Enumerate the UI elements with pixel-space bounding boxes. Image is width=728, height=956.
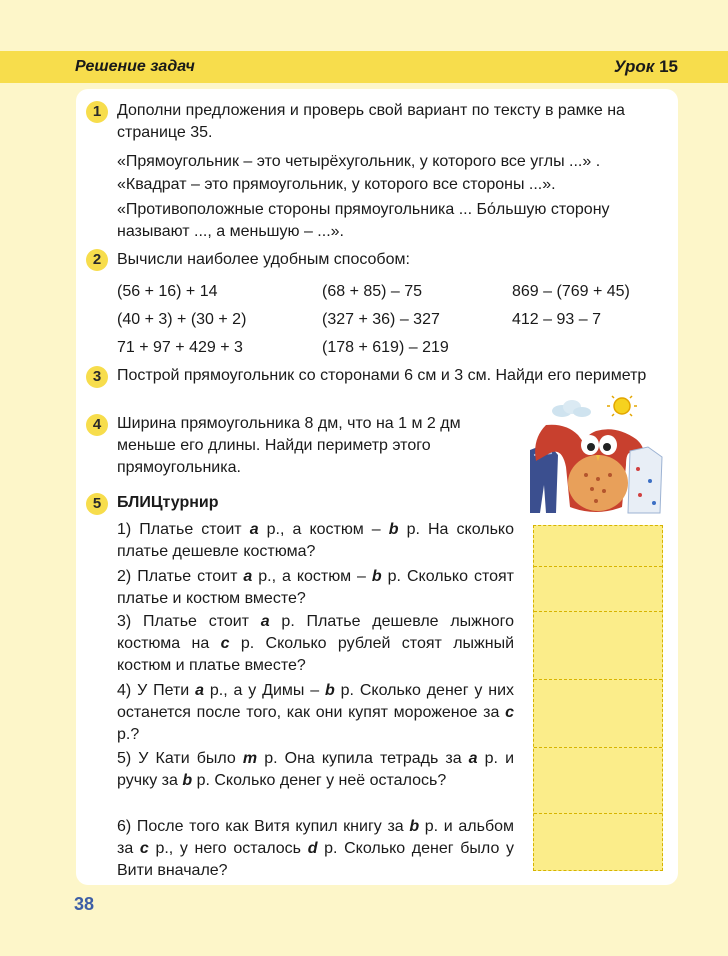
q-text: 5) У Кати было	[117, 750, 243, 767]
expression: 412 – 93 – 7	[512, 311, 601, 328]
expression: 71 + 97 + 429 + 3	[117, 339, 243, 356]
q-text: р. Сколько рублей стоят лыжный костюм и платье вместе?	[117, 635, 515, 674]
expression: (68 + 85) – 75	[322, 283, 423, 300]
var: m	[242, 750, 258, 767]
title-rest: турнир	[162, 494, 219, 511]
var: d	[307, 840, 318, 857]
q-text: 1) Платье стоит	[117, 521, 250, 538]
q-text: р. Сколько денег у неё осталось?	[192, 772, 447, 789]
q-text: р.?	[117, 726, 140, 743]
var: b	[388, 521, 399, 538]
section-title: Решение задач	[75, 58, 195, 75]
answer-box-6[interactable]	[534, 814, 662, 870]
owl-illustration	[526, 395, 666, 517]
task-4-text: Ширина прямоугольника 8 дм, что на 1 м 2 дм меньше его длины. Найди периметр этого прямоугольника.	[117, 415, 461, 476]
sun-icon	[607, 395, 637, 416]
task-number-3: 3	[86, 366, 108, 388]
expression: (56 + 16) + 14	[117, 283, 218, 300]
q-text: 2) Платье стоит	[117, 568, 244, 585]
q-text: р. Сколько денег было у Вити вначале?	[117, 840, 515, 879]
var: c	[220, 635, 230, 652]
task-3-text: Построй прямоугольник со сторонами 6 см и 3 см. Найди его периметр	[117, 367, 647, 384]
var: a	[249, 521, 259, 538]
q-text: 6) После того как Витя купил книгу за	[117, 818, 410, 835]
cloud-icon	[552, 400, 591, 417]
page-header	[0, 51, 728, 83]
dress-icon	[628, 447, 662, 513]
task-number-2: 2	[86, 249, 108, 271]
var: c	[139, 840, 149, 857]
expression: (178 + 619) – 219	[322, 339, 449, 356]
var: b	[409, 818, 420, 835]
q-text: р. и ручку за	[117, 750, 515, 789]
lesson-number: 15	[659, 57, 678, 76]
var: c	[505, 704, 514, 721]
q-text: р., у него осталось	[148, 840, 308, 857]
task-1-line2: «Квадрат – это прямоугольник, у которого все стороны ...».	[117, 176, 556, 193]
task-number-1: 1	[86, 101, 108, 123]
answer-box-2[interactable]	[534, 567, 662, 612]
blitz-question-3	[117, 611, 514, 677]
task-number-4: 4	[86, 414, 108, 436]
task-5-title	[117, 492, 218, 514]
lesson-label	[614, 57, 678, 77]
blitz-question-6	[117, 816, 514, 882]
q-text: 4) У Пети	[117, 682, 196, 699]
expression: (327 + 36) – 327	[322, 311, 440, 328]
answer-box-5[interactable]	[534, 748, 662, 814]
answer-column	[533, 525, 663, 871]
q-text: р. Сколько денег у них останется после того, как они купят мороженое за	[117, 682, 515, 721]
task-number-5: 5	[86, 493, 108, 515]
q-text: 3) Платье стоит	[117, 613, 261, 630]
expression: 869 – (769 + 45)	[512, 283, 630, 300]
expression: (40 + 3) + (30 + 2)	[117, 311, 247, 328]
task-1-line3: «Противоположные стороны прямоугольника ... Бо́льшую сторону называют ..., а меньшую – ...».	[117, 201, 610, 240]
q-text: р., а у Димы –	[204, 682, 325, 699]
answer-box-3[interactable]	[534, 612, 662, 680]
q-text: р. Она купила тетрадь за	[257, 750, 469, 767]
var: b	[325, 682, 335, 699]
q-text: р., а костюм –	[252, 568, 372, 585]
blitz-question-4	[117, 680, 514, 746]
q-text: р. Сколько стоят платье и костюм вместе?	[117, 568, 514, 607]
q-text: р., а костюм –	[258, 521, 389, 538]
lesson-word: Урок	[613, 57, 655, 76]
answer-box-1[interactable]	[534, 526, 662, 567]
var: b	[182, 772, 193, 789]
blitz-question-1	[117, 519, 514, 563]
var: b	[371, 568, 382, 585]
q-text: р. и альбом за	[117, 818, 515, 857]
blitz-question-2	[117, 566, 514, 610]
var: a	[260, 613, 270, 630]
var: a	[243, 568, 253, 585]
q-text: р. На сколько платье дешевле костюма?	[117, 521, 515, 560]
task-1-line1: «Прямоугольник – это четырёхугольник, у которого все углы ...» .	[117, 153, 601, 170]
var: a	[195, 682, 204, 699]
blitz-question-5	[117, 748, 514, 792]
page-number: 38	[74, 894, 95, 914]
var: a	[468, 750, 478, 767]
answer-box-4[interactable]	[534, 680, 662, 748]
title-caps: БЛИЦ	[117, 494, 163, 511]
q-text: р. Платье дешевле лыжного костюма на	[117, 613, 514, 652]
task-1-intro: Дополни предложения и проверь свой вариант по тексту в рамке на странице 35.	[117, 102, 625, 141]
task-2-intro: Вычисли наиболее удобным способом:	[117, 251, 410, 268]
